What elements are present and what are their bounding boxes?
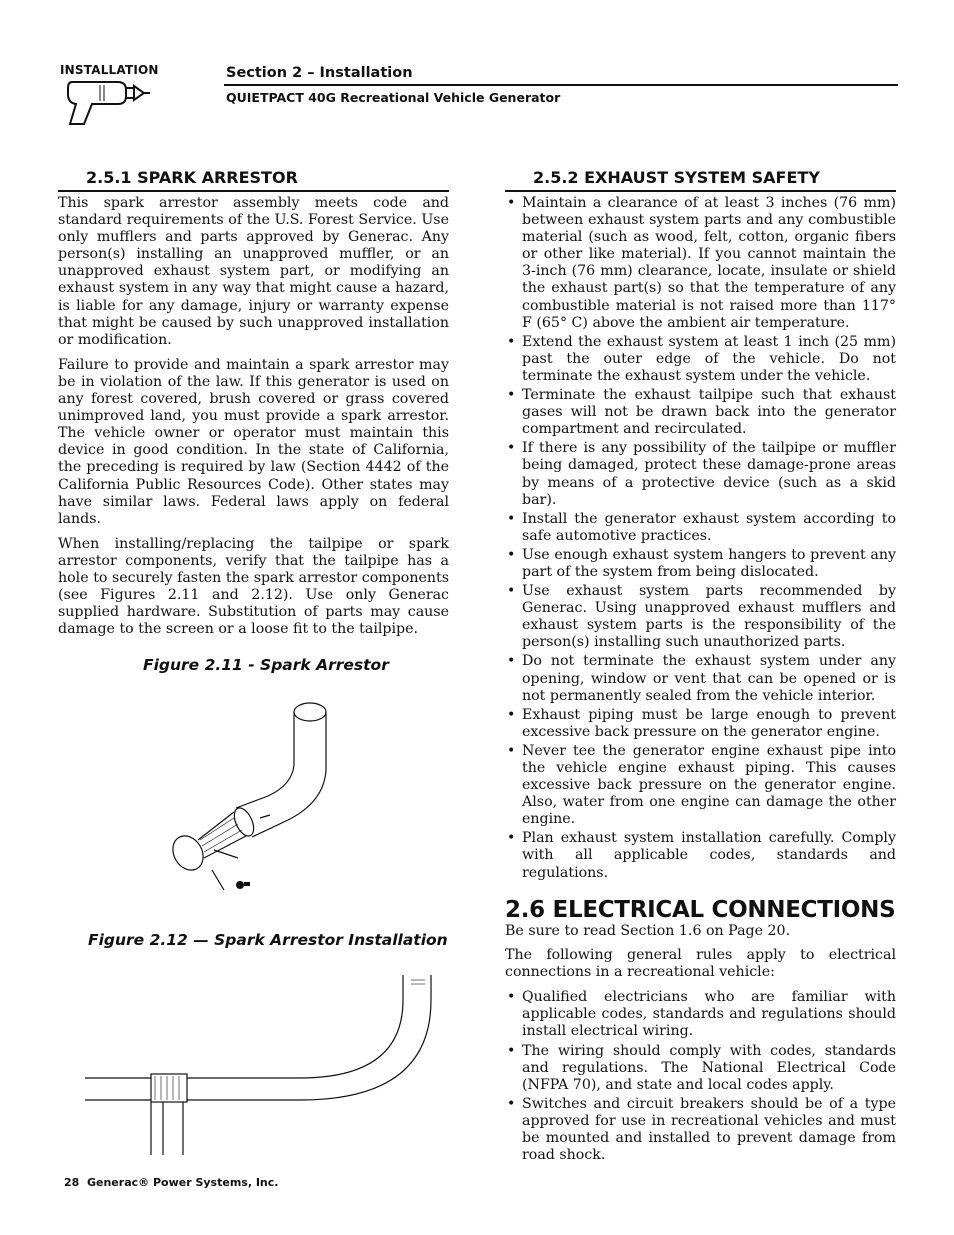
list-item: • Extend the exhaust system at least 1 inch (25 mm) past the outer edge of the vehicle. Do not terminate the exhaust system under the vehicle. xyxy=(505,334,896,385)
installation-badge-label: INSTALLATION xyxy=(60,63,159,77)
list-item: • Use exhaust system parts recommended by Generac. Using unapproved exhaust mufflers and exhaust system parts is the responsibility of the person(s) installing such unauthorized parts. xyxy=(505,583,896,651)
spark-arrestor-text xyxy=(58,195,449,646)
drill-icon xyxy=(60,76,152,128)
list-item: • Use enough exhaust system hangers to prevent any part of the system from being dislocated. xyxy=(505,547,896,581)
list-item: • Install the generator exhaust system according to safe automotive practices. xyxy=(505,511,896,545)
figure-2-12-caption: Figure 2.12 — Spark Arrestor Installation xyxy=(88,931,448,949)
list-item: • Plan exhaust system installation carefully. Comply with all applicable codes, standards and regulations. xyxy=(505,830,896,881)
list-item: • Qualified electricians who are familiar with applicable codes, standards and regulations should install electrical wiring. xyxy=(505,989,896,1040)
spark-arrestor-figure xyxy=(160,690,340,900)
company-name: Generac® Power Systems, Inc. xyxy=(86,1176,279,1189)
list-item: • Do not terminate the exhaust system under any opening, window or vent that can be opened or is not permanently sealed from the vehicle interior. xyxy=(505,653,896,704)
heading-rule xyxy=(58,190,449,192)
exhaust-safety-list xyxy=(505,195,896,884)
spark-arrestor-installation-figure xyxy=(85,970,435,1160)
paragraph: Failure to provide and maintain a spark arrestor may be in violation of the law. If this generator is used on any forest covered, brush covered or grass covered unimproved land, you must provide a spark arrestor. The vehicle owner or operator must maintain this device in good condition. In the state of California, the preceding is required by law (Section 4442 of the California Public Resources Code). Other states may have similar laws. Federal laws apply on federal lands. xyxy=(58,356,449,527)
paragraph: When installing/replacing the tailpipe or spark arrestor components, verify that the tailpipe has a hole to securely fasten the spark arrestor components (see Figures 2.11 and 2.12). Use only Generac supplied hardware. Substitution of parts may cause damage to the screen or a loose fit to the tailpipe. xyxy=(58,535,449,638)
list-item: • Exhaust piping must be large enough to prevent excessive back pressure on the generator engine. xyxy=(505,707,896,741)
header-rule xyxy=(224,84,898,86)
page-footer xyxy=(64,1176,278,1189)
electrical-connections-title: 2.6 ELECTRICAL CONNECTIONS xyxy=(505,897,896,923)
product-subtitle: QUIETPACT 40G Recreational Vehicle Generator xyxy=(226,90,561,105)
paragraph: Be sure to read Section 1.6 on Page 20. xyxy=(505,923,791,939)
list-item: • Terminate the exhaust tailpipe such that exhaust gases will not be drawn back into the generator compartment and recirculated. xyxy=(505,387,896,438)
list-item: • Switches and circuit breakers should be of a type approved for use in recreational vehicles and must be mounted and installed to prevent damage from road shock. xyxy=(505,1096,896,1164)
section-title: Section 2 – Installation xyxy=(226,65,413,81)
page-number: 28 xyxy=(64,1176,80,1189)
paragraph: The following general rules apply to electrical connections in a recreational vehicle: xyxy=(505,947,896,981)
list-item: • The wiring should comply with codes, standards and regulations. The National Electrical Code (NFPA 70), and state and local codes apply. xyxy=(505,1043,896,1094)
spark-arrestor-heading: 2.5.1 SPARK ARRESTOR xyxy=(86,168,298,187)
paragraph: This spark arrestor assembly meets code and standard requirements of the U.S. Forest Service. Use only mufflers and parts approved by Generac. Any person(s) installing an unapproved muffler, or an unapproved exhaust system part, or modifying an exhaust system in any way that might cause a hazard, is liable for any damage, injury or warranty expense that might be caused by such unapproved installation or modification. xyxy=(58,195,449,348)
exhaust-safety-heading: 2.5.2 EXHAUST SYSTEM SAFETY xyxy=(533,168,820,187)
list-item: • Never tee the generator engine exhaust pipe into the vehicle engine exhaust piping. This causes excessive back pressure on the generator engine. Also, water from one engine can damage the other engine. xyxy=(505,743,896,828)
electrical-connections-text xyxy=(505,923,896,1166)
list-item: • If there is any possibility of the tailpipe or muffler being damaged, protect these damage-prone areas by means of a protective device (such as a skid bar). xyxy=(505,440,896,508)
figure-2-11-caption: Figure 2.11 - Spark Arrestor xyxy=(143,656,389,674)
heading-rule xyxy=(505,190,896,192)
list-item: • Maintain a clearance of at least 3 inches (76 mm) between exhaust system parts and any combustible material (such as wood, felt, cotton, organic fibers or other like material). If you cannot maintain the 3-inch (76 mm) clearance, locate, insulate or shield the exhaust part(s) so that the temperature of any combustible material is not raised more than 117° F (65° C) above the ambient air temperature. xyxy=(505,195,896,332)
